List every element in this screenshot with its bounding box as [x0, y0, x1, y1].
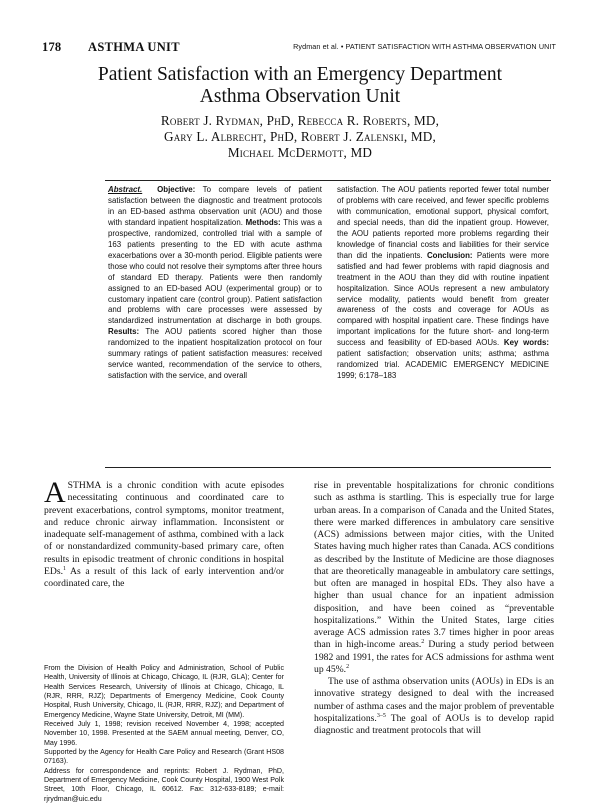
methods-text: This was a prospective, randomized, controlled trial with a sample of 163 patients presenting to the ED with acute asthma exacerbations over a 30-month period. Eligible patients were those who could not resolve their symptoms after three hours of standard ED therapy. Patients were then randomly assigned to an ED-based AOU (experimental group) or to customary inpatient care (control group). Patient satisfaction and problems with care processes were assessed by standardized instrumentation at discharge in both groups.: [108, 217, 322, 326]
objective-label: Objective:: [157, 185, 196, 194]
citation-ref: 3–5: [376, 712, 386, 719]
body-text: The goal of AOUs is to develop rapid diagnostic and treatment protocols that will: [314, 712, 554, 736]
methods-label: Methods:: [245, 217, 281, 227]
abstract-box: [105, 180, 551, 468]
footnote-received: Received July 1, 1998; revision received November 4, 1998; accepted November 10, 1998. Presented at the SAEM annual meeting, Denver, CO, May 1996.: [44, 720, 284, 747]
article-title: [0, 64, 600, 108]
body-text: STHMA is a chronic condition with acute episodes necessitating continuous and coordinated care to prevent exacerbations, control symptoms, monitor treatment, and reduce chronic airway inflammation. Inconsistent or inadequate self-management of asthma, combined with a lack of or nonstandardized community-based primary care, often results in episodic treatment of chronic conditions in hospital EDs.: [44, 480, 284, 577]
conclusion-label: Conclusion:: [426, 250, 473, 260]
running-head: [42, 40, 556, 54]
body-right-column: [314, 480, 554, 737]
footnote-correspondence: Address for correspondence and reprints: Robert J. Rydman, PhD, Department of Emergency Medicine, Cook County Hospital, 1900 West Polk Street, 10th Floor, Chicago, IL 60612. Fax: 312-633-8189; e-mail: rjrydman@uic.edu: [44, 766, 284, 803]
drop-cap: A: [44, 476, 66, 509]
body-paragraph: [314, 480, 554, 676]
abstract-right-column: [337, 185, 549, 382]
journal-section-name: ASTHMA UNIT: [88, 40, 180, 54]
keywords-text: patient satisfaction; observation units; asthma; asthma randomized trial. ACADEMIC EMERGENCY MEDICINE 1999; 6:178–183: [337, 349, 549, 381]
body-text: As a result of this lack of early intervention and/or coordinated care, the: [44, 565, 284, 589]
footnote-affiliations: From the Division of Health Policy and Administration, School of Public Health, University of Illinois at Chicago, Chicago, IL (RJR, GLA); Center for Health Services Research, University of Illinois at Chicago, Chicago, IL (RJR, RRR, RJZ); Departments of Emergency Medicine, Cook County Hospital, Rush University, Chicago, IL (RJR, RRR, RJZ); and Department of Emergency Medicine, Wayne State University, Detroit, MI (MM).: [44, 664, 284, 719]
body-text: The use of asthma observation units (AOUs) in EDs is an innovative strategy designed to deal with the increased number of asthma cases and the major problem of preventable hospitalizations.: [314, 676, 554, 724]
page-number: 178: [42, 40, 62, 54]
author-line-2: Gary L. Albrecht, PhD, Robert J. Zalenski, MD,: [164, 129, 436, 144]
abstract-label: Abstract.: [108, 185, 143, 194]
body-text: rise in preventable hospitalizations for chronic conditions such as asthma is startling. This is especially true for large urban areas. In a comparison of Canada and the United States, there were marked differences in ambulatory care sensitive (ACS) admissions between major cities, with the United States having much higher rates than Canada. ACS conditions as described by the Institute of Medicine are those diagnoses that are theoretically manageable in ambulatory care settings, but often are managed in hospital EDs. They also have a higher than usual chance for an inpatient admission disposition, and have been coined as “preventable hospitalizations.” Within the United States, large cities average ACS admission rates 3.7 times higher in poor areas than in high-income areas.: [314, 480, 554, 651]
footnote-support: Supported by the Agency for Health Care Policy and Research (Grant HS08 07163).: [44, 748, 284, 766]
author-line-3: Michael McDermott, MD: [227, 145, 373, 160]
body-paragraph: [44, 476, 284, 590]
footnotes: [44, 664, 284, 804]
article-title-line-2: Asthma Observation Unit: [199, 86, 401, 107]
keywords-label: Key words:: [503, 338, 549, 348]
objective-text: To compare levels of patient satisfaction between the diagnostic and treatment protocols in an ED-based asthma observation unit (AOU) and those with standard inpatient hospitalization.: [108, 185, 323, 227]
running-title: Rydman et al. • PATIENT SATISFACTION WITH ASTHMA OBSERVATION UNIT: [293, 42, 556, 51]
author-line-1: Robert J. Rydman, PhD, Rebecca R. Roberts, MD,: [160, 113, 440, 128]
conclusion-text: Patients were more satisfied and had fewer problems with rapid diagnosis and treatment in the AOU than they did with routine inpatient hospitalization. Since AOUs represent a new ambulatory service modality, patients would benefit from greater awareness of the costs and coverage for AOUs as compared with hospital inpatient care. These findings have important implications for the future short- and long-term success and feasibility of ED-based AOUs.: [337, 250, 549, 348]
citation-ref: 2: [421, 639, 425, 646]
results-label: Results:: [108, 327, 140, 337]
citation-ref: 2: [346, 663, 350, 670]
abstract-left-column: [108, 185, 322, 382]
article-title-line-1: Patient Satisfaction with an Emergency Department: [97, 64, 503, 85]
body-paragraph: [314, 676, 554, 737]
citation-ref: 1: [62, 565, 66, 572]
body-text: During a study period between 1982 and 1991, the rates for ACS admissions for asthma went up 45%.: [314, 639, 554, 675]
author-list: [0, 113, 600, 161]
body-left-column: [44, 476, 284, 590]
results-text-continued: satisfaction. The AOU patients reported fewer total number of problems with care received, and fewer specific problems with communication, emotional support, physical comfort, and special needs, than did the inpatient group. However, the AOU patients reported more problems regarding their knowledge of financial costs and liabilities for their service than did the inpatients.: [337, 185, 549, 260]
results-text: The AOU patients scored higher than those randomized to the inpatient hospitalization protocol on four summary ratings of patient satisfaction measures: received service wanted, recommendation of the service to others, satisfaction with the service, and overall: [108, 327, 322, 381]
